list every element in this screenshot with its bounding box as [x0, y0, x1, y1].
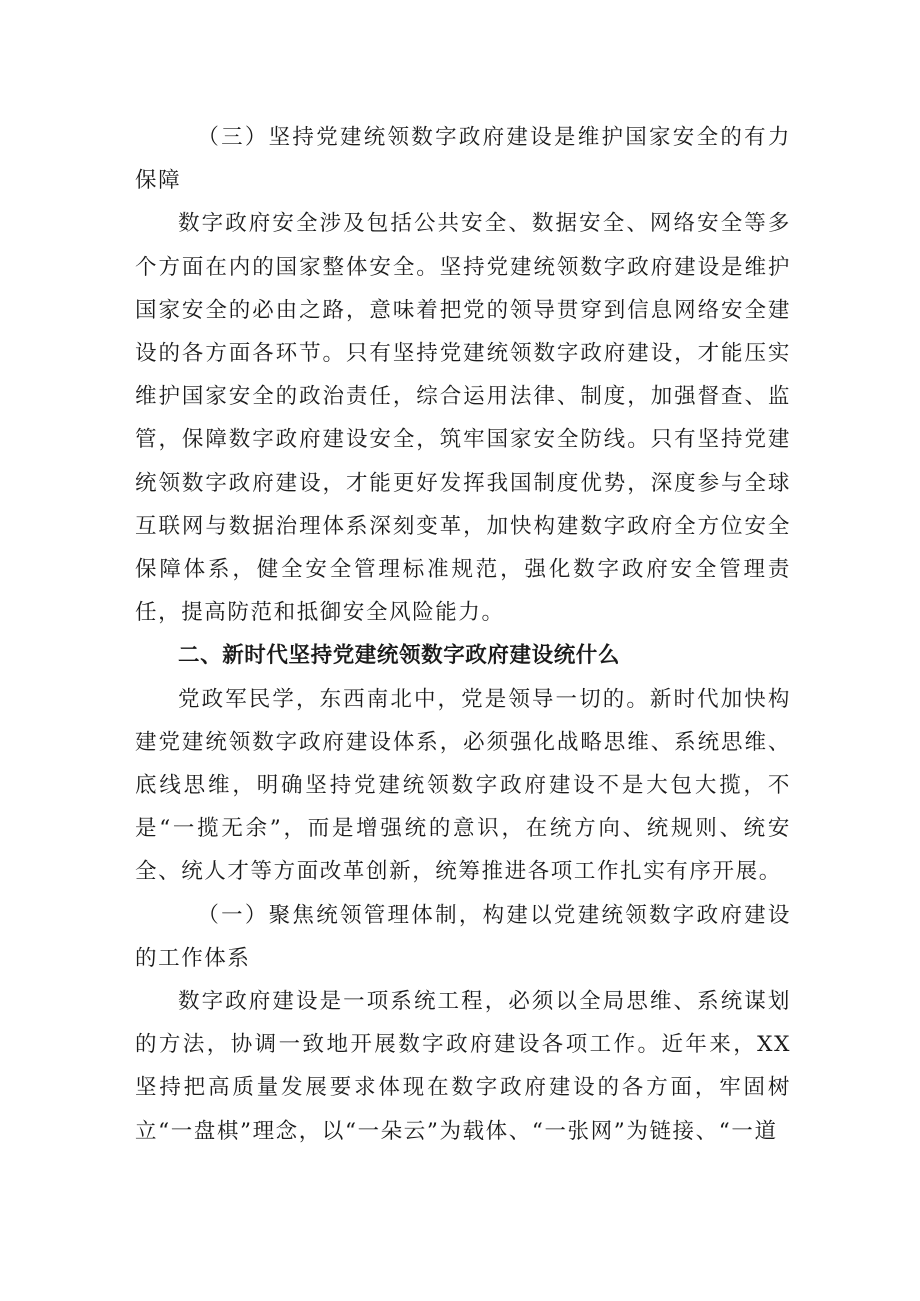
section-subheading-1: （一）聚焦统领管理体制，构建以党建统领数字政府建设的工作体系	[135, 902, 791, 971]
body-paragraph: 党政军民学，东西南北中，党是领导一切的。新时代加快构建党建统领数字政府建设体系，必须强化战略思维、系统思维、底线思维，明确坚持党建统领数字政府建设不是大包大揽，不是“一揽无余”，而是增强统的意识，在统方向、统规则、统安全、统人才等方面改革创新，统筹推进各项工作扎实有序开展。	[135, 686, 791, 885]
body-paragraph: 数字政府安全涉及包括公共安全、数据安全、网络安全等多个方面在内的国家整体安全。坚持党建统领数字政府建设是维护国家安全的必由之路，意味着把党的领导贯穿到信息网络安全建设的各方面各环节。只有坚持党建统领数字政府建设，才能压实维护国家安全的政治责任，综合运用法律、制度，加强督查、监管，保障数字政府建设安全，筑牢国家安全防线。只有坚持党建统领数字政府建设，才能更好发挥我国制度优势，深度参与全球互联网与数据治理体系深刻变革，加快构建数字政府全方位安全保障体系，健全安全管理标准规范，强化数字政府安全管理责任，提高防范和抵御安全风险能力。	[135, 211, 791, 626]
section-subheading-3: （三）坚持党建统领数字政府建设是维护国家安全的有力保障	[135, 125, 791, 194]
body-paragraph: 数字政府建设是一项系统工程，必须以全局思维、系统谋划的方法，协调一致地开展数字政府建设各项工作。近年来，XX坚持把高质量发展要求体现在数字政府建设的各方面，牢固树立“一盘棋”理念，以“一朵云”为载体、“一张网”为链接、“一道	[135, 989, 791, 1144]
section-heading-2: 二、新时代坚持党建统领数字政府建设统什么	[178, 643, 621, 669]
document-body	[135, 116, 791, 1153]
